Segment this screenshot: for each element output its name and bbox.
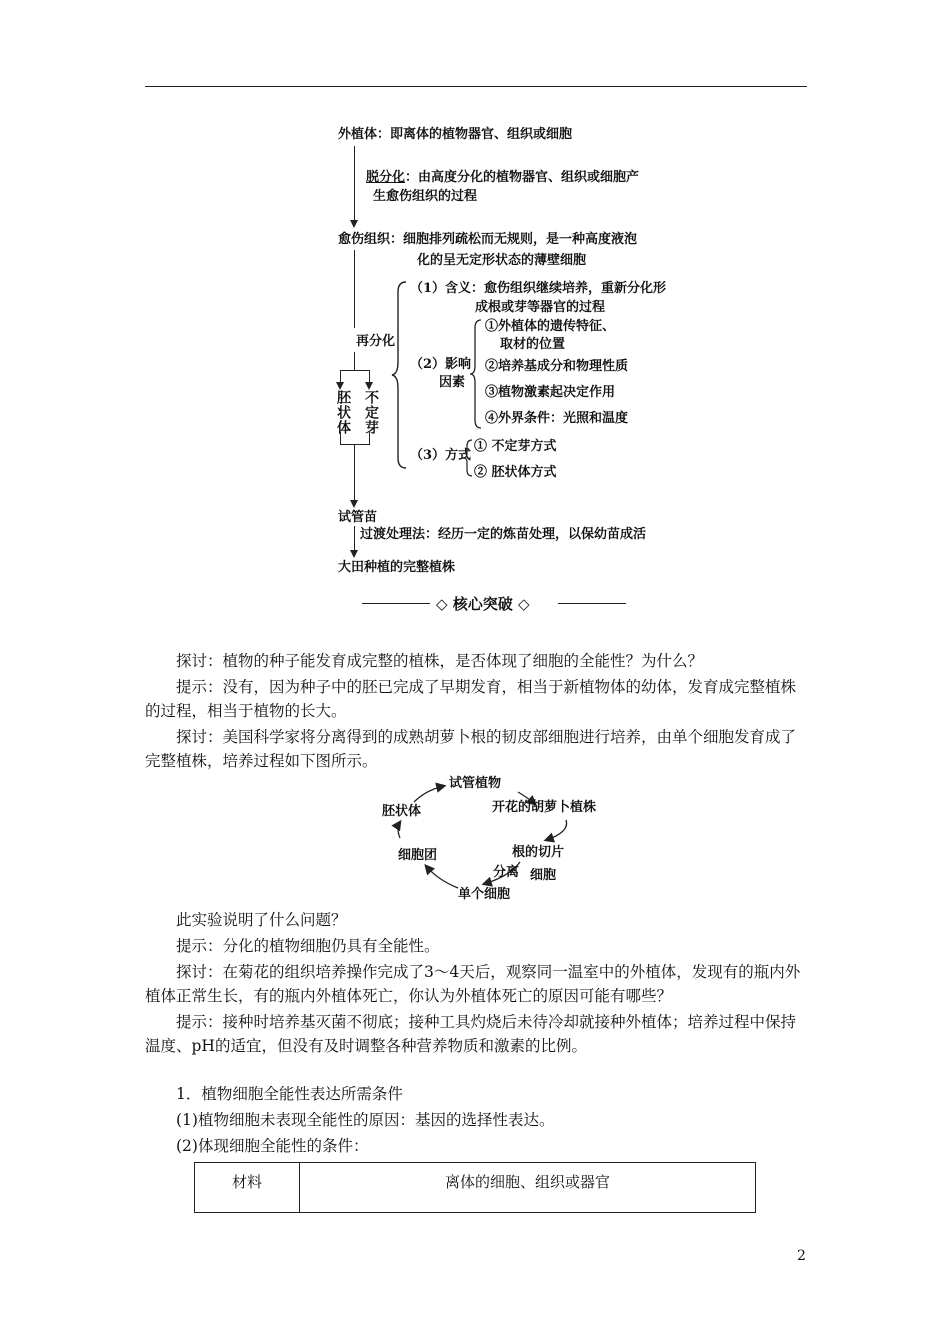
list-sub-2: (2)体现细胞全能性的条件： <box>176 1137 369 1155</box>
list-sub-1: (1)植物细胞未表现全能性的原因：基因的选择性表达。 <box>176 1111 555 1129</box>
branch-line <box>369 432 370 444</box>
brace-icon <box>469 318 483 430</box>
factor-1a: ①外植体的遗传特征、 <box>485 319 616 334</box>
paragraph: 探讨：在菊花的组织培养操作完成了3～4天后，观察同一温室中的外植体，发现有的瓶内外植体正常生长，有的瓶内外植体死亡，你认为外植体死亡的原因可能有哪些？ <box>145 963 801 1005</box>
table-cell-label: 材料 <box>195 1163 300 1213</box>
factors-label-1: （2）影响 <box>410 357 472 372</box>
paragraph: 探讨：美国科学家将分离得到的成熟胡萝卜根的韧皮部细胞进行培养，由单个细胞发育成了完整植株，培养过程如下图所示。 <box>145 728 797 770</box>
dediff-line-1 <box>366 170 639 186</box>
brace-icon <box>390 280 410 470</box>
page-number: 2 <box>797 1248 806 1264</box>
cycle-right-mid: 根的切片 <box>512 845 565 860</box>
branch-line <box>340 444 370 445</box>
plantlet: 试管苗 <box>338 510 378 525</box>
arrow-down-icon <box>336 382 344 390</box>
arrow-down-icon <box>350 500 358 508</box>
cycle-sep-1: 分离 <box>493 865 520 880</box>
cycle-left: 胚状体 <box>382 804 422 819</box>
cycle-left-low: 细胞团 <box>398 848 438 863</box>
branch-line <box>340 370 370 371</box>
callus-line-1: 愈伤组织：细胞排列疏松而无规则，是一种高度液泡 <box>338 232 638 247</box>
dediff-term: 脱分化 <box>366 170 406 185</box>
arrow-down-icon <box>365 382 373 390</box>
callus-line-2: 化的呈无定形状态的薄壁细胞 <box>417 253 587 268</box>
cycle-sep-2: 细胞 <box>530 868 557 883</box>
flow-line <box>354 146 355 220</box>
cycle-bottom: 单个细胞 <box>458 887 511 902</box>
factor-2: ②培养基成分和物理性质 <box>485 359 629 374</box>
factors-label-2: 因素 <box>439 375 466 390</box>
cycle-top: 试管植物 <box>449 776 502 791</box>
paragraph: 此实验说明了什么问题？ <box>176 911 347 929</box>
explant-text: 外植体：即离体的植物器官、组织或细胞 <box>338 127 573 142</box>
embryoid-vertical: 胚状体 <box>335 390 351 435</box>
method-1: ① 不定芽方式 <box>474 439 557 454</box>
dediff-def-2: 生愈伤组织的过程 <box>373 189 478 204</box>
title-rule-left <box>362 603 430 604</box>
rediff-label: 再分化 <box>356 334 396 349</box>
branch-line <box>340 432 341 444</box>
factor-1b: 取材的位置 <box>500 337 566 352</box>
dediff-def-1: ：由高度分化的植物器官、组织或细胞产 <box>405 170 640 185</box>
paragraph: 提示：没有，因为种子中的胚已完成了早期发育，相当于新植物体的幼体，发育成完整植株的过程，相当于植物的长大。 <box>145 678 797 720</box>
meaning-1: （1）含义：愈伤组织继续培养，重新分化形 <box>410 281 667 296</box>
field-plant: 大田种植的完整植株 <box>338 560 456 575</box>
paragraph: 探讨：植物的种子能发育成完整的植株，是否体现了细胞的全能性？为什么？ <box>176 652 704 670</box>
cycle-right-top: 开花的胡萝卜植株 <box>492 800 597 815</box>
bud-vertical: 不定芽 <box>363 390 379 435</box>
brace-icon <box>462 438 474 478</box>
flow-line <box>354 444 355 502</box>
arrow-down-icon <box>350 550 358 558</box>
flow-line <box>354 526 355 552</box>
transition: 过渡处理法：经历一定的炼苗处理，以保幼苗成活 <box>360 527 647 542</box>
factor-4: ④外界条件：光照和温度 <box>485 411 629 426</box>
method-2: ② 胚状体方式 <box>474 465 557 480</box>
paragraph: 提示：分化的植物细胞仍具有全能性。 <box>176 937 440 955</box>
factor-3: ③植物激素起决定作用 <box>485 385 616 400</box>
paragraph: 提示：接种时培养基灭菌不彻底；接种工具灼烧后未待冷却就接种外植体；培养过程中保持温度、pH的适宜，但没有及时调整各种营养物质和激素的比例。 <box>145 1013 797 1055</box>
list-item-1: 1．植物细胞全能性表达所需条件 <box>176 1085 403 1103</box>
table-row <box>195 1163 756 1213</box>
meaning-2: 成根或芽等器官的过程 <box>475 300 606 315</box>
section-title: ◇ 核心突破 ◇ <box>436 595 530 613</box>
header-rule <box>145 86 807 87</box>
flow-line <box>354 250 355 328</box>
table-cell-value: 离体的细胞、组织或器官 <box>300 1163 756 1213</box>
methods-label: （3）方式 <box>410 448 472 463</box>
conditions-table <box>194 1162 756 1213</box>
flow-line <box>354 352 355 370</box>
arrow-down-icon <box>350 220 358 228</box>
title-rule-right <box>558 603 626 604</box>
